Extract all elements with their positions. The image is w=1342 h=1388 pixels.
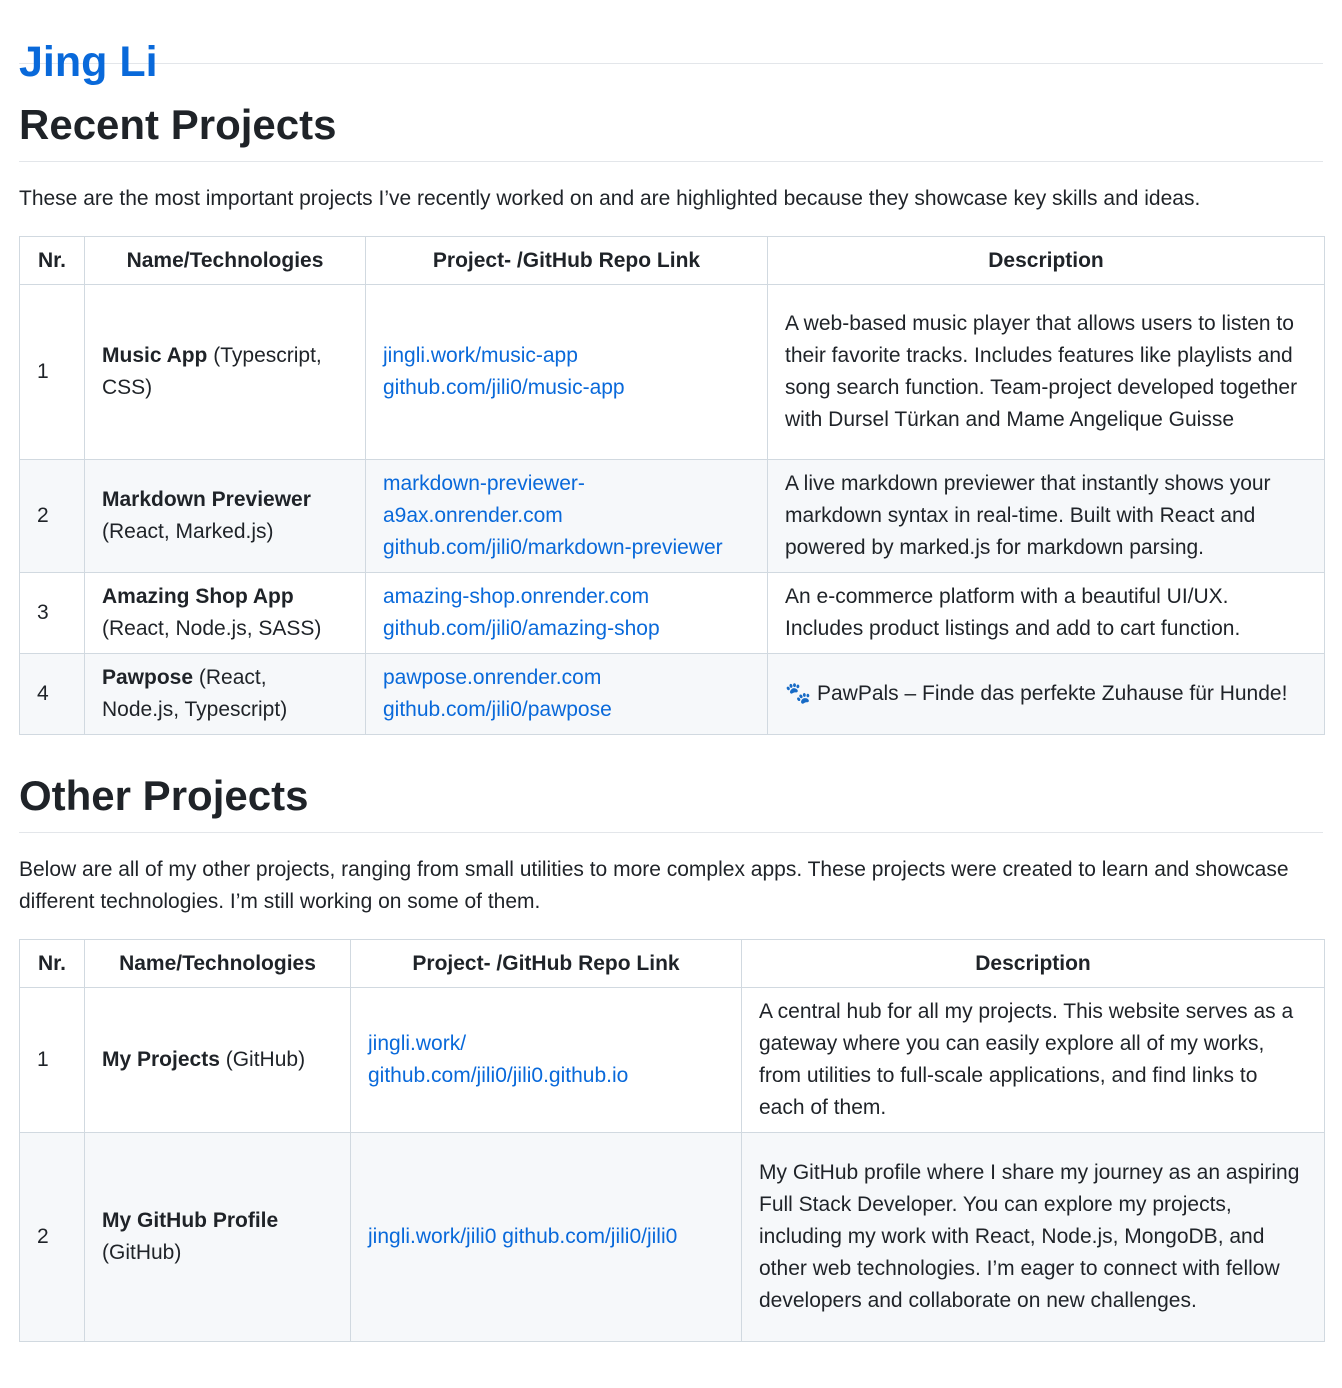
table-row — [20, 285, 1325, 460]
row-number: 4 — [20, 654, 85, 735]
project-description: My GitHub profile where I share my journey as an aspiring Full Stack Developer. You can explore my projects, including my work with React, Node.js, MongoDB, and other web technologies. I’m eager to connect with fellow developers and collaborate on new challenges. — [742, 1133, 1325, 1342]
project-live-link[interactable]: jingli.work/ — [368, 1032, 467, 1055]
row-number: 1 — [20, 285, 85, 460]
project-name: Amazing Shop App — [102, 585, 294, 608]
project-technologies: (React, Node.js, Typescript) — [102, 666, 288, 721]
project-name: Pawpose — [102, 666, 194, 689]
table-header-row — [20, 237, 1325, 285]
column-header-nr: Nr. — [20, 237, 85, 285]
project-technologies: (Typescript, CSS) — [102, 344, 322, 399]
title-divider — [19, 63, 1323, 64]
project-repo-link[interactable]: github.com/jili0/amazing-shop — [383, 617, 660, 640]
project-name: Markdown Previewer — [102, 488, 311, 511]
other-projects-table — [19, 939, 1325, 1342]
table-row — [20, 1133, 1325, 1342]
project-technologies: (GitHub) — [102, 1241, 182, 1264]
project-live-link[interactable]: markdown-previewer-a9ax.onrender.com — [383, 472, 585, 527]
column-header-name: Name/Technologies — [85, 237, 366, 285]
project-links-cell — [366, 573, 768, 654]
column-header-nr: Nr. — [20, 940, 85, 988]
project-description: A live markdown previewer that instantly shows your markdown syntax in real-time. Built with React and powered by marked.js for markdown parsing. — [768, 460, 1325, 573]
project-repo-link[interactable]: github.com/jili0/music-app — [383, 376, 625, 399]
site-title — [19, 0, 1323, 86]
project-name: My Projects — [102, 1048, 220, 1071]
project-description: 🐾 PawPals – Finde das perfekte Zuhause für Hunde! — [768, 654, 1325, 735]
project-links-cell — [366, 285, 768, 460]
project-technologies: (React, Marked.js) — [102, 520, 274, 543]
table-header-row — [20, 940, 1325, 988]
row-number: 3 — [20, 573, 85, 654]
project-repo-link[interactable]: github.com/jili0/markdown-previewer — [383, 536, 723, 559]
other-projects-intro: Below are all of my other projects, ranging from small utilities to more complex apps. These projects were created to learn and showcase different technologies. I’m still working on some of them. — [19, 858, 1289, 913]
project-technologies: (React, Node.js, SASS) — [102, 617, 322, 640]
row-number: 2 — [20, 1133, 85, 1342]
recent-projects-intro: These are the most important projects I’ve recently worked on and are highlighted because they showcase key skills and ideas. — [19, 187, 1201, 210]
project-name-cell — [85, 1133, 351, 1342]
project-live-link[interactable]: pawpose.onrender.com — [383, 666, 602, 689]
table-row — [20, 988, 1325, 1133]
project-name-cell — [85, 654, 366, 735]
project-live-link[interactable]: jingli.work/music-app — [383, 344, 578, 367]
project-repo-link[interactable]: github.com/jili0/pawpose — [383, 698, 612, 721]
project-description: An e-commerce platform with a beautiful UI/UX. Includes product listings and add to cart function. — [768, 573, 1325, 654]
project-links-cell — [351, 988, 742, 1133]
table-row — [20, 654, 1325, 735]
other-projects-heading: Other Projects — [19, 771, 1323, 833]
project-name: My GitHub Profile — [102, 1209, 279, 1232]
project-name-cell — [85, 460, 366, 573]
project-name-cell — [85, 988, 351, 1133]
project-name: Music App — [102, 344, 208, 367]
column-header-description: Description — [768, 237, 1325, 285]
column-header-link: Project- /GitHub Repo Link — [351, 940, 742, 988]
row-number: 1 — [20, 988, 85, 1133]
project-links-cell — [366, 654, 768, 735]
column-header-link: Project- /GitHub Repo Link — [366, 237, 768, 285]
project-live-link[interactable]: amazing-shop.onrender.com — [383, 585, 650, 608]
project-live-link[interactable]: jingli.work/jili0 — [368, 1225, 497, 1248]
project-links-cell — [366, 460, 768, 573]
project-name-cell — [85, 573, 366, 654]
project-repo-link[interactable]: github.com/jili0/jili0 — [502, 1225, 678, 1248]
site-title-link[interactable]: Jing Li — [19, 38, 158, 86]
project-repo-link[interactable]: github.com/jili0/jili0.github.io — [368, 1064, 629, 1087]
recent-projects-table — [19, 236, 1325, 735]
project-links-cell — [351, 1133, 742, 1342]
project-description: A web-based music player that allows users to listen to their favorite tracks. Includes features like playlists and song search function. Team-project developed together with Dursel Türkan and Mame Angelique Guisse — [768, 285, 1325, 460]
project-description: A central hub for all my projects. This website serves as a gateway where you can easily explore all of my works, from utilities to full-scale applications, and find links to each of them. — [742, 988, 1325, 1133]
table-row — [20, 460, 1325, 573]
project-name-cell — [85, 285, 366, 460]
table-row — [20, 573, 1325, 654]
recent-projects-heading: Recent Projects — [19, 100, 1323, 162]
column-header-name: Name/Technologies — [85, 940, 351, 988]
row-number: 2 — [20, 460, 85, 573]
column-header-description: Description — [742, 940, 1325, 988]
project-technologies: (GitHub) — [219, 1048, 306, 1071]
